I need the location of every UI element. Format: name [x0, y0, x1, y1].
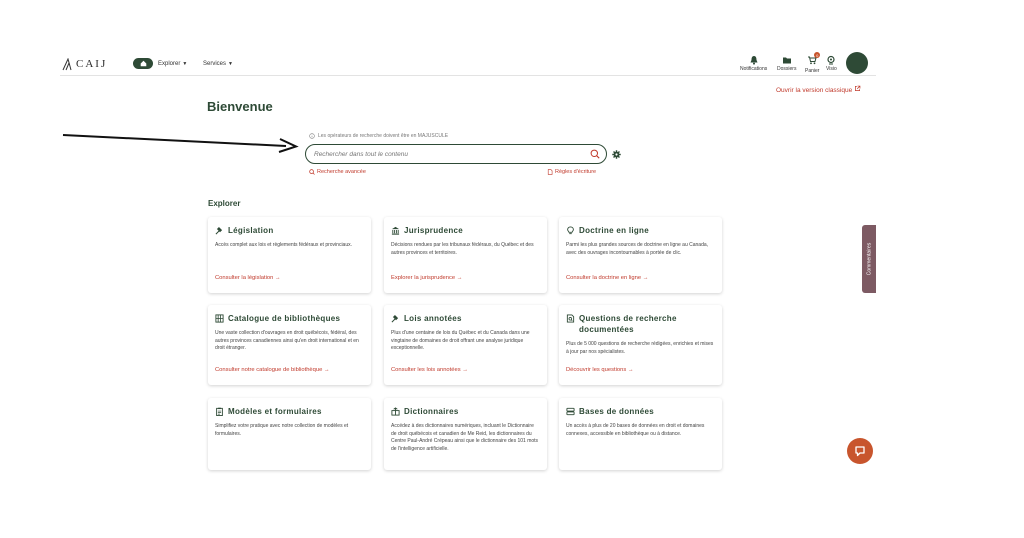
page-title: Bienvenue: [207, 99, 273, 114]
card-title-text: Modèles et formulaires: [228, 407, 322, 416]
courthouse-icon: [391, 226, 400, 235]
nav-explorer[interactable]: [158, 58, 187, 69]
clipboard-icon: [215, 407, 224, 416]
chevron-down-icon: ▼: [228, 60, 233, 67]
gavel-icon: [391, 314, 400, 323]
logo-text: CAIJ: [76, 58, 108, 70]
card-link[interactable]: Consulter la législation →: [215, 275, 281, 281]
card-description: Accédez à des dictionnaires numériques, incluant le Dictionnaire de droit québécois et canadien de Me Reid, les dictionnaires du Centre Paul-André Crépeau ainsi que le dictionnaire des 101 mots de l'intelligence artificielle.: [391, 423, 539, 452]
card-dictionnaires[interactable]: [384, 398, 547, 470]
classic-version-link[interactable]: [776, 85, 861, 94]
home-button[interactable]: [133, 58, 153, 69]
card-description: Accès complet aux lois et règlements fédéraux et provinciaux.: [215, 242, 353, 248]
card-title-text: Jurisprudence: [404, 226, 464, 235]
writing-rules-label: Règles d'écriture: [555, 169, 597, 175]
nav-services[interactable]: [203, 58, 233, 69]
card-title-text: Questions de recherche documentées: [579, 314, 677, 334]
home-icon: [140, 60, 147, 67]
card-bases-donnees[interactable]: [559, 398, 722, 470]
card-description: Plus d'une centaine de lois du Québec et du Canada dans une vingtaine de domaines de droit offrant une analyse juridique exceptionnelle.: [391, 330, 530, 351]
card-modeles[interactable]: [208, 398, 371, 470]
card-description: Plus de 5 000 questions de recherche rédigées, enrichies et mises à jour par nos spécialistes.: [566, 341, 714, 355]
card-title: [215, 406, 364, 417]
card-title-text: Législation: [228, 226, 274, 235]
search-bar: [305, 144, 607, 164]
dossiers-button[interactable]: [777, 55, 796, 72]
card-link[interactable]: Consulter notre catalogue de bibliothèque →: [215, 367, 330, 373]
card-title-text: Catalogue de bibliothèques: [228, 314, 341, 323]
card-link[interactable]: Découvrir les questions →: [566, 367, 634, 373]
chevron-down-icon: ▼: [182, 60, 188, 67]
gavel-icon: [215, 226, 224, 235]
avatar[interactable]: [846, 52, 868, 74]
search-note-text: Les opérateurs de recherche doivent être en MAJUSCULE: [318, 133, 449, 139]
card-title-text: Doctrine en ligne: [579, 226, 649, 235]
visio-icon: [826, 55, 836, 65]
logo-mark-icon: [62, 58, 72, 71]
card-title: [215, 225, 364, 236]
panier-button[interactable]: [805, 52, 820, 74]
panier-label: Panier: [805, 68, 820, 74]
card-title: [391, 225, 540, 236]
header-divider: [60, 75, 876, 76]
card-questions[interactable]: [559, 305, 722, 385]
card-link[interactable]: Explorer la jurisprudence →: [391, 275, 463, 281]
card-description: Simplifiez votre pratique avec notre collection de modèles et formulaires.: [215, 423, 349, 437]
chat-icon: [854, 445, 866, 457]
annotation-arrow: [60, 124, 300, 154]
advanced-search-icon: [309, 169, 315, 175]
library-icon: [215, 314, 224, 323]
card-title: [566, 313, 715, 335]
feedback-tab[interactable]: [862, 225, 876, 293]
bell-icon: [749, 55, 759, 65]
notifications-button[interactable]: [740, 55, 767, 72]
classic-version-label: Ouvrir la version classique: [776, 87, 853, 94]
search-input[interactable]: [312, 150, 590, 159]
card-jurisprudence[interactable]: [384, 217, 547, 293]
card-title: [566, 406, 715, 417]
card-catalogue[interactable]: [208, 305, 371, 385]
document-icon: [547, 169, 553, 175]
chat-button[interactable]: [847, 438, 873, 464]
card-legislation[interactable]: [208, 217, 371, 293]
card-title: [566, 225, 715, 236]
section-title: Explorer: [208, 199, 241, 208]
writing-rules-link[interactable]: [547, 169, 596, 175]
dictionary-icon: [391, 407, 400, 416]
card-description: Décisions rendues par les tribunaux fédéraux, du Québec et des autres provinces et territoires.: [391, 242, 534, 256]
visio-label: Visio: [826, 66, 837, 72]
feedback-tab-label: Commentaires: [866, 242, 873, 276]
lightbulb-icon: [566, 226, 575, 235]
search-note: [309, 133, 448, 139]
cart-badge: 0: [816, 52, 819, 58]
nav-explorer-label: Explorer: [158, 60, 181, 67]
card-description: Parmi les plus grandes sources de doctrine en ligne au Canada, avec des ouvrages incontournables à portée de clic.: [566, 242, 709, 256]
card-doctrine[interactable]: [559, 217, 722, 293]
card-title: [391, 406, 540, 417]
caij-logo[interactable]: [62, 57, 107, 71]
database-icon: [566, 407, 575, 416]
nav-services-label: Services: [203, 60, 227, 67]
card-link[interactable]: Consulter les lois annotées →: [391, 367, 469, 373]
card-title-text: Bases de données: [579, 407, 655, 416]
card-link[interactable]: Consulter la doctrine en ligne →: [566, 275, 649, 281]
search-icon[interactable]: [590, 149, 600, 159]
dossiers-label: Dossiers: [777, 66, 797, 72]
info-icon: [309, 133, 315, 139]
card-description: Une vaste collection d'ouvrages en droit québécois, fédéral, des autres provinces canadiennes ainsi qu'en droit international et en droit étranger.: [215, 330, 359, 351]
card-title: [391, 313, 540, 324]
advanced-search-link[interactable]: [309, 169, 366, 175]
folder-icon: [782, 55, 792, 65]
advanced-search-label: Recherche avancée: [317, 169, 366, 175]
card-description: Un accès à plus de 20 bases de données en droit et domaines connexes, accessible en bibliothèque ou à distance.: [566, 423, 705, 437]
notifications-label: Notifications: [740, 66, 768, 72]
document-search-icon: [566, 314, 575, 323]
card-title: [215, 313, 364, 324]
card-title-text: Dictionnaires: [404, 407, 459, 416]
gear-icon[interactable]: [612, 150, 621, 159]
visio-button[interactable]: [826, 55, 837, 72]
external-link-icon: [854, 85, 861, 92]
card-lois-annotees[interactable]: [384, 305, 547, 385]
card-title-text: Lois annotées: [404, 314, 462, 323]
